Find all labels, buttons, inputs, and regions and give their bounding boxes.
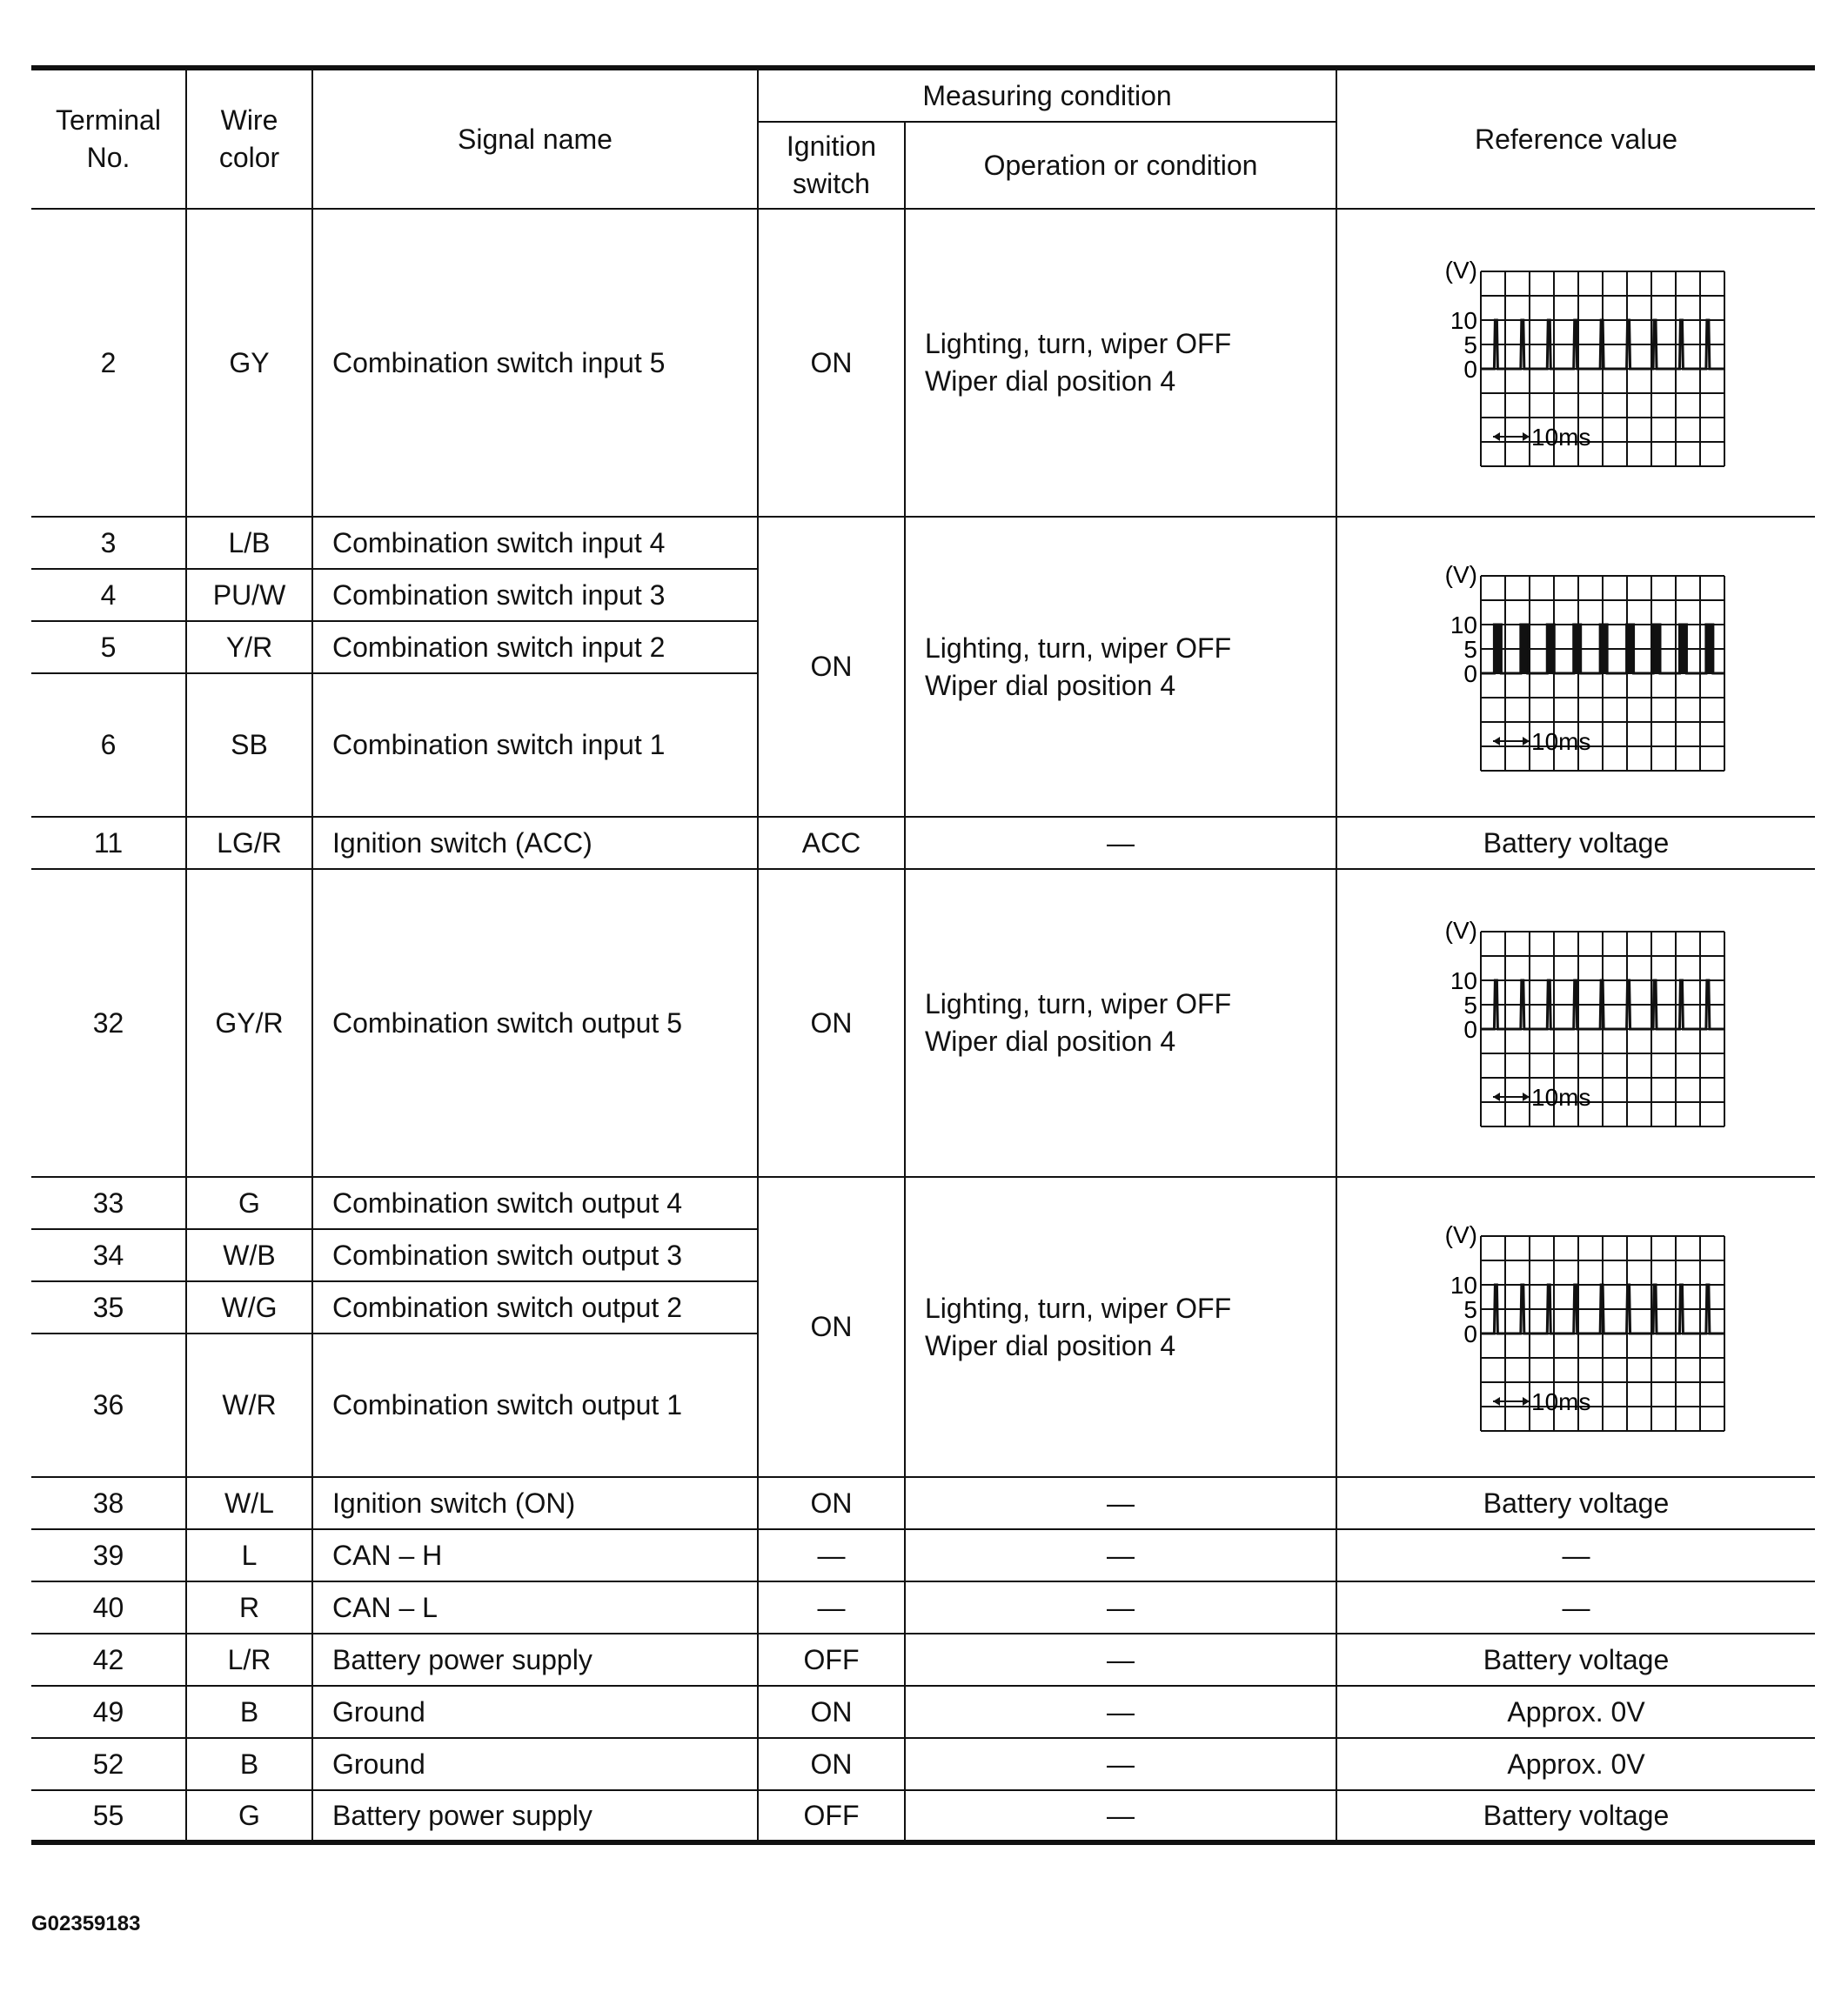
signal-cell: Ignition switch (ON) — [312, 1477, 758, 1529]
arrow-head-left — [1493, 432, 1500, 441]
terminal-cell: 39 — [31, 1529, 186, 1581]
table-row — [31, 869, 1815, 1177]
waveform-graph — [1420, 1219, 1733, 1436]
wire-cell: Y/R — [186, 621, 312, 673]
header-signal-name: Signal name — [312, 68, 758, 209]
reference-cell: Battery voltage — [1336, 1790, 1815, 1842]
ignition-cell: ON — [758, 869, 905, 1177]
y-tick-label: 5 — [1463, 635, 1477, 663]
y-tick-label: 10 — [1450, 611, 1477, 638]
waveform-pulse — [1679, 625, 1686, 673]
signal-cell: Combination switch input 3 — [312, 569, 758, 621]
table-row — [31, 1529, 1815, 1581]
arrow-head-left — [1493, 1093, 1500, 1101]
wire-cell: PU/W — [186, 569, 312, 621]
figure-id: G02359183 — [31, 1912, 141, 1935]
terminal-cell: 38 — [31, 1477, 186, 1529]
ignition-cell: OFF — [758, 1790, 905, 1842]
ignition-cell: ON — [758, 1686, 905, 1738]
ignition-cell: ON — [758, 1177, 905, 1477]
ignition-cell: ACC — [758, 817, 905, 869]
ignition-cell: — — [758, 1581, 905, 1634]
wire-cell: L/B — [186, 517, 312, 569]
table-row — [31, 1738, 1815, 1790]
terminal-cell: 42 — [31, 1634, 186, 1686]
waveform-pulse — [1600, 625, 1607, 673]
reference-cell: — — [1336, 1581, 1815, 1634]
table-row — [31, 1477, 1815, 1529]
wire-cell: R — [186, 1581, 312, 1634]
arrow-head-right — [1523, 1093, 1530, 1101]
terminal-cell: 49 — [31, 1686, 186, 1738]
y-tick-label: 10 — [1450, 1271, 1477, 1299]
y-unit-label: (V) — [1444, 560, 1477, 588]
signal-cell: Combination switch input 2 — [312, 621, 758, 673]
wire-cell: W/R — [186, 1334, 312, 1477]
signal-cell: Combination switch output 4 — [312, 1177, 758, 1229]
condition-cell: — — [905, 1581, 1336, 1634]
y-tick-label: 5 — [1463, 992, 1477, 1019]
wire-cell: W/B — [186, 1229, 312, 1281]
waveform-pulse — [1653, 625, 1660, 673]
table-row — [31, 1634, 1815, 1686]
table-row — [31, 1790, 1815, 1842]
condition-cell: — — [905, 1738, 1336, 1790]
table-row — [31, 1581, 1815, 1634]
header-measuring-condition: Measuring condition — [758, 68, 1336, 122]
signal-cell: Battery power supply — [312, 1634, 758, 1686]
waveform-graph — [1420, 254, 1733, 471]
waveform-pulse — [1573, 625, 1580, 673]
signal-cell: Combination switch output 3 — [312, 1229, 758, 1281]
header-operation: Operation or condition — [905, 122, 1336, 209]
waveform-pulse — [1494, 625, 1501, 673]
y-tick-label: 0 — [1463, 1320, 1477, 1347]
condition-cell: Lighting, turn, wiper OFF Wiper dial position 4 — [905, 209, 1336, 517]
wire-cell: W/G — [186, 1281, 312, 1334]
signal-cell: Combination switch input 4 — [312, 517, 758, 569]
signal-cell: Ignition switch (ACC) — [312, 817, 758, 869]
reference-waveform — [1336, 209, 1815, 517]
signal-cell: Ground — [312, 1686, 758, 1738]
y-tick-label: 10 — [1450, 967, 1477, 994]
terminal-cell: 52 — [31, 1738, 186, 1790]
time-scale-label: 10ms — [1530, 1387, 1590, 1415]
terminal-cell: 33 — [31, 1177, 186, 1229]
signal-cell: CAN – L — [312, 1581, 758, 1634]
ignition-cell: — — [758, 1529, 905, 1581]
ignition-cell: ON — [758, 209, 905, 517]
signal-cell: Combination switch input 1 — [312, 673, 758, 817]
terminal-cell: 5 — [31, 621, 186, 673]
signal-cell: Combination switch output 1 — [312, 1334, 758, 1477]
y-tick-label: 5 — [1463, 1295, 1477, 1323]
y-tick-label: 0 — [1463, 659, 1477, 687]
condition-cell: — — [905, 1634, 1336, 1686]
header-ignition-switch: Ignition switch — [758, 122, 905, 209]
terminal-cell: 40 — [31, 1581, 186, 1634]
arrow-head-right — [1523, 737, 1530, 745]
table-row — [31, 209, 1815, 517]
table-row — [31, 1177, 1815, 1229]
wire-cell: G — [186, 1790, 312, 1842]
wire-cell: GY — [186, 209, 312, 517]
time-scale-label: 10ms — [1530, 424, 1590, 451]
reference-waveform — [1336, 1177, 1815, 1477]
header-wire-color: Wire color — [186, 68, 312, 209]
terminal-cell: 34 — [31, 1229, 186, 1281]
table-row — [31, 517, 1815, 569]
table-row — [31, 1686, 1815, 1738]
condition-cell: — — [905, 1529, 1336, 1581]
ignition-cell: OFF — [758, 1634, 905, 1686]
waveform-pulse — [1626, 625, 1633, 673]
reference-cell: Approx. 0V — [1336, 1686, 1815, 1738]
signal-cell: Battery power supply — [312, 1790, 758, 1842]
waveform-pulse — [1520, 625, 1527, 673]
wire-cell: B — [186, 1686, 312, 1738]
terminal-cell: 35 — [31, 1281, 186, 1334]
y-tick-label: 10 — [1450, 307, 1477, 334]
waveform-pulse — [1547, 625, 1554, 673]
terminal-cell: 6 — [31, 673, 186, 817]
terminal-cell: 4 — [31, 569, 186, 621]
wire-cell: B — [186, 1738, 312, 1790]
header-terminal: Terminal No. — [31, 68, 186, 209]
reference-cell: Battery voltage — [1336, 817, 1815, 869]
signal-cell: Combination switch output 5 — [312, 869, 758, 1177]
time-scale-label: 10ms — [1530, 1084, 1590, 1111]
arrow-head-left — [1493, 737, 1500, 745]
terminal-cell: 11 — [31, 817, 186, 869]
condition-cell: — — [905, 1686, 1336, 1738]
y-unit-label: (V) — [1444, 257, 1477, 284]
wire-cell: W/L — [186, 1477, 312, 1529]
ignition-cell: ON — [758, 517, 905, 817]
condition-cell: Lighting, turn, wiper OFF Wiper dial position 4 — [905, 517, 1336, 817]
arrow-head-right — [1523, 1397, 1530, 1406]
y-tick-label: 0 — [1463, 1016, 1477, 1043]
header-reference-value: Reference value — [1336, 68, 1815, 209]
reference-waveform — [1336, 869, 1815, 1177]
condition-cell: Lighting, turn, wiper OFF Wiper dial position 4 — [905, 869, 1336, 1177]
condition-cell: — — [905, 817, 1336, 869]
ignition-cell: ON — [758, 1738, 905, 1790]
signal-cell: CAN – H — [312, 1529, 758, 1581]
condition-cell: Lighting, turn, wiper OFF Wiper dial position 4 — [905, 1177, 1336, 1477]
y-unit-label: (V) — [1444, 917, 1477, 944]
wire-cell: L/R — [186, 1634, 312, 1686]
wire-cell: LG/R — [186, 817, 312, 869]
wire-cell: L — [186, 1529, 312, 1581]
terminal-reference-table — [31, 65, 1815, 1845]
ignition-cell: ON — [758, 1477, 905, 1529]
waveform-pulse — [1705, 625, 1712, 673]
terminal-cell: 3 — [31, 517, 186, 569]
signal-cell: Ground — [312, 1738, 758, 1790]
terminal-cell: 32 — [31, 869, 186, 1177]
signal-cell: Combination switch output 2 — [312, 1281, 758, 1334]
y-tick-label: 5 — [1463, 331, 1477, 358]
reference-cell: Battery voltage — [1336, 1477, 1815, 1529]
waveform-graph — [1420, 914, 1733, 1132]
wire-cell: SB — [186, 673, 312, 817]
condition-cell: — — [905, 1477, 1336, 1529]
y-unit-label: (V) — [1444, 1220, 1477, 1248]
waveform-graph — [1420, 558, 1733, 776]
arrow-head-right — [1523, 432, 1530, 441]
reference-cell: Approx. 0V — [1336, 1738, 1815, 1790]
terminal-cell: 2 — [31, 209, 186, 517]
reference-cell: — — [1336, 1529, 1815, 1581]
wire-cell: G — [186, 1177, 312, 1229]
arrow-head-left — [1493, 1397, 1500, 1406]
time-scale-label: 10ms — [1530, 727, 1590, 755]
reference-waveform — [1336, 517, 1815, 817]
table-row — [31, 817, 1815, 869]
terminal-cell: 36 — [31, 1334, 186, 1477]
terminal-cell: 55 — [31, 1790, 186, 1842]
signal-cell: Combination switch input 5 — [312, 209, 758, 517]
reference-cell: Battery voltage — [1336, 1634, 1815, 1686]
y-tick-label: 0 — [1463, 356, 1477, 383]
wire-cell: GY/R — [186, 869, 312, 1177]
condition-cell: — — [905, 1790, 1336, 1842]
